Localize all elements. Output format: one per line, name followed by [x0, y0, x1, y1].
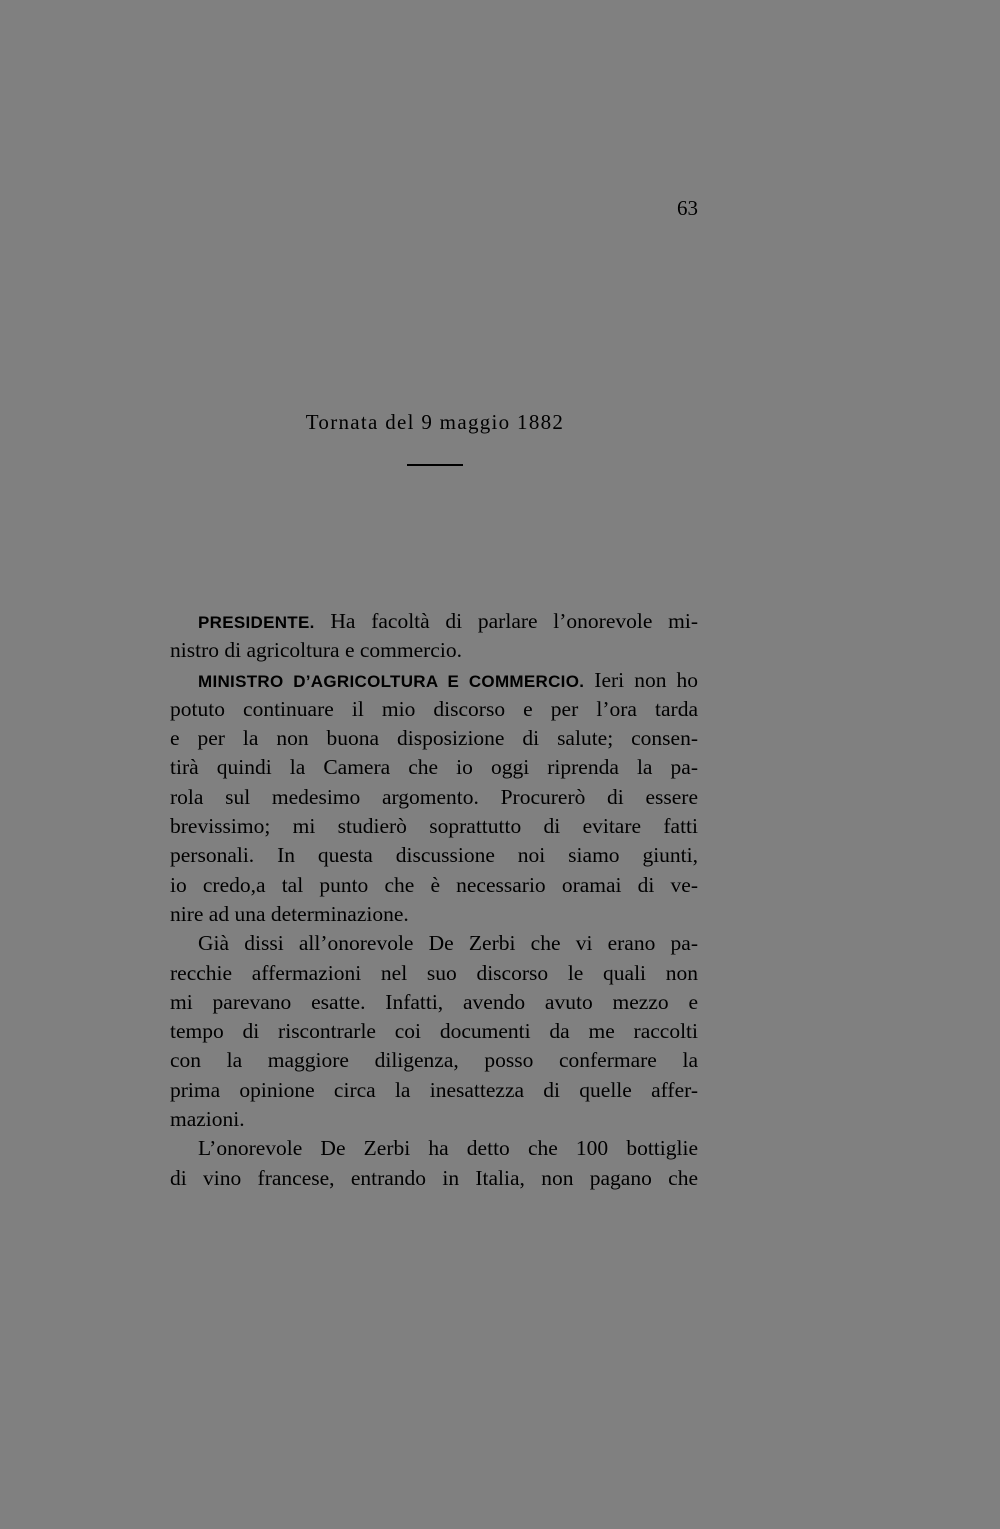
text-line: PRESIDENTE. Ha facoltà di parlare l’onorevole mi-	[198, 609, 698, 633]
text-line: tirà quindi la Camera che io oggi riprenda la pa-	[170, 755, 698, 780]
text-line: prima opinione circa la inesattezza di quelle affer-	[170, 1077, 698, 1102]
text-line: MINISTRO D’AGRICOLTURA E COMMERCIO. Ieri non ho	[198, 667, 698, 692]
text-line: di vino francese, entrando in Italia, non pagano che	[170, 1165, 698, 1190]
heading-divider	[407, 464, 463, 466]
text-line: rola sul medesimo argomento. Procurerò di essere	[170, 784, 698, 809]
body-text	[170, 607, 698, 1193]
text-line: con la maggiore diligenza, posso confermare la	[170, 1048, 698, 1073]
text-line: tempo di riscontrarle coi documenti da me raccolti	[170, 1019, 698, 1044]
text-line: L’onorevole De Zerbi ha detto che 100 bottiglie	[198, 1136, 698, 1161]
text-line: potuto continuare il mio discorso e per l’ora tarda	[170, 696, 698, 721]
text-line: nistro di agricoltura e commercio.	[170, 638, 462, 663]
text-line: mazioni.	[170, 1107, 245, 1132]
session-heading: Tornata del 9 maggio 1882	[305, 410, 565, 434]
speaker-name: MINISTRO D’AGRICOLTURA E COMMERCIO.	[198, 671, 585, 691]
speaker-name: PRESIDENTE.	[198, 613, 315, 632]
text-line: io credo,a tal punto che è necessario oramai di ve-	[170, 872, 698, 897]
text-line: brevissimo; mi studierò soprattutto di evitare fatti	[170, 814, 698, 839]
text-line: personali. In questa discussione noi siamo giunti,	[170, 843, 698, 868]
text-line: e per la non buona disposizione di salute; consen-	[170, 726, 698, 751]
text-line: Già dissi all’onorevole De Zerbi che vi erano pa-	[198, 931, 698, 956]
text-line: mi parevano esatte. Infatti, avendo avuto mezzo e	[170, 989, 698, 1014]
text-line: nire ad una determinazione.	[170, 901, 409, 926]
page-number: 63	[677, 196, 698, 220]
text-line: recchie affermazioni nel suo discorso le quali non	[170, 960, 698, 985]
